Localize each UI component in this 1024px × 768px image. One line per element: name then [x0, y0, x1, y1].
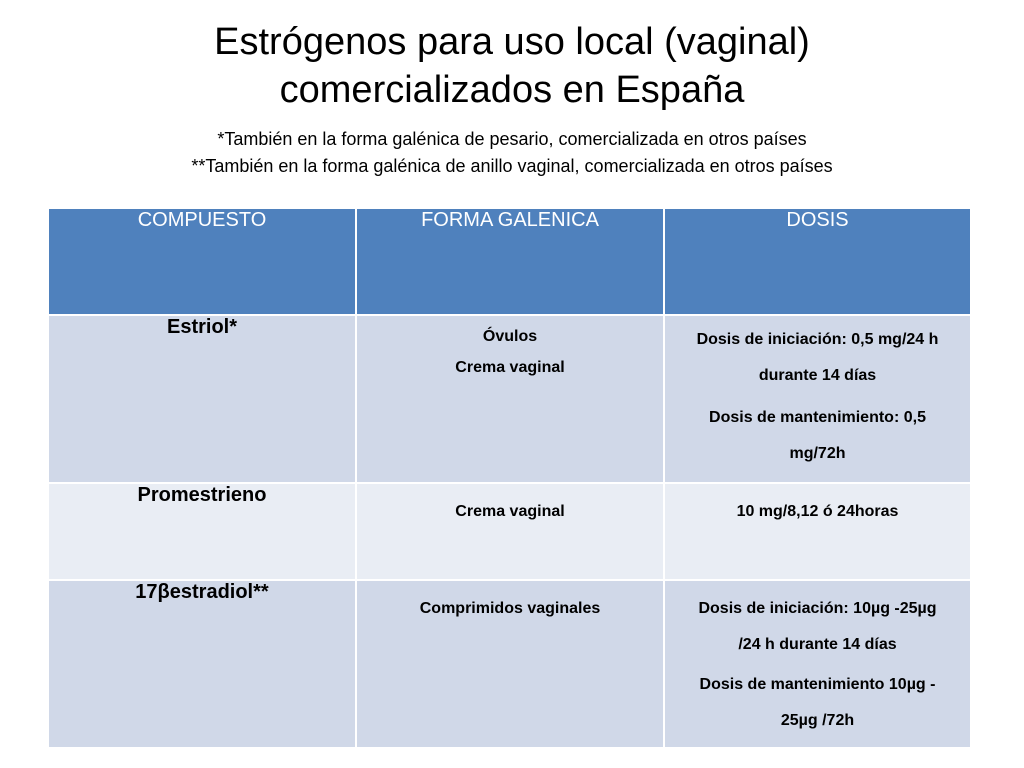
form-line: Crema vaginal	[455, 503, 565, 520]
header-forma-galenica: FORMA GALENICA	[356, 208, 664, 315]
footnote-pesario: *También en la forma galénica de pesario, comercializada en otros países	[217, 129, 807, 149]
dosis-line: 10 mg/8,12 ó 24horas	[736, 503, 899, 520]
dosis-cell	[664, 580, 971, 748]
dosis-line: Dosis de iniciación: 10µg -25µg	[698, 600, 937, 617]
title-line-1: Estrógenos para uso local (vaginal)	[214, 21, 810, 63]
footnote-anillo: **También en la forma galénica de anillo vaginal, comercializada en otros países	[191, 156, 833, 176]
table-row-estradiol	[48, 580, 971, 748]
dosis-line: Dosis de iniciación: 0,5 mg/24 h	[696, 331, 939, 348]
estrogen-table	[47, 207, 972, 749]
header-compuesto: COMPUESTO	[48, 208, 356, 315]
dosis-line: 25µg /72h	[780, 712, 855, 729]
table-row-promestrieno	[48, 483, 971, 580]
compound-cell: Estriol*	[48, 315, 356, 483]
dosis-cell	[664, 315, 971, 483]
dosis-line: Dosis de mantenimiento 10µg -	[699, 676, 936, 693]
dosis-cell	[664, 483, 971, 580]
dosis-line: Dosis de mantenimiento: 0,5	[709, 409, 926, 426]
table-header-row	[48, 208, 971, 315]
form-line: Crema vaginal	[455, 359, 565, 376]
form-line: Comprimidos vaginales	[419, 600, 601, 617]
compound-cell: 17βestradiol**	[48, 580, 356, 748]
slide-title	[0, 18, 1024, 114]
dosis-line: /24 h durante 14 días	[738, 636, 897, 653]
compound-cell: Promestrieno	[48, 483, 356, 580]
form-cell	[356, 315, 664, 483]
dosis-line: durante 14 días	[758, 367, 877, 384]
form-cell	[356, 580, 664, 748]
table-row-estriol	[48, 315, 971, 483]
form-cell	[356, 483, 664, 580]
form-line: Óvulos	[482, 328, 538, 345]
title-line-2: comercializados en España	[279, 69, 745, 111]
dosis-line: mg/72h	[789, 445, 846, 462]
header-dosis: DOSIS	[664, 208, 971, 315]
